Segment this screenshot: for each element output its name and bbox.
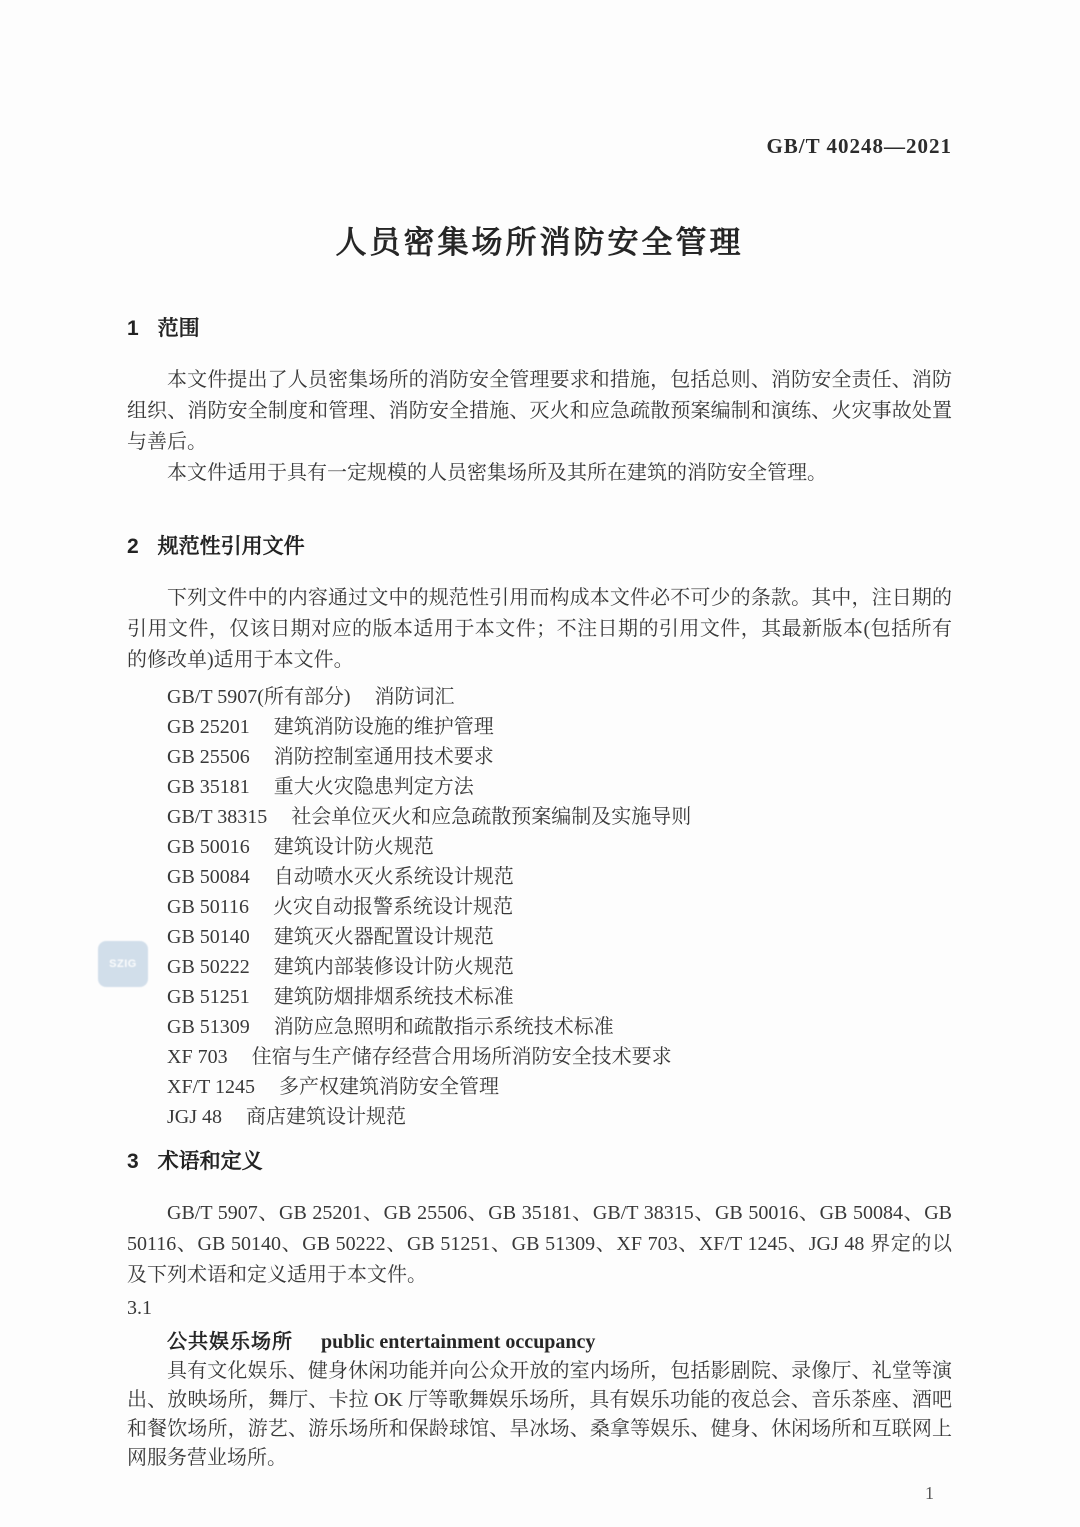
section-heading-references: [127, 533, 952, 561]
reference-title: 消防词汇: [374, 686, 455, 708]
term-entry-number: 3.1: [127, 1297, 152, 1319]
reference-item: [167, 1102, 952, 1132]
term-definition: 具有文化娱乐、健身休闲功能并向公众开放的室内场所，包括影剧院、录像厅、礼堂等演出、放映场所，舞厅、卡拉 OK 厅等歌舞娱乐场所，具有娱乐功能的夜总会、音乐茶座、酒吧和餐饮场所，游艺、游乐场所和保龄球馆、旱冰场、桑拿等娱乐、健身、休闲场所和互联网上网服务营业场所。: [127, 1360, 952, 1469]
reference-item: [167, 1012, 952, 1042]
terms-intro: GB/T 5907、GB 25201、GB 25506、GB 35181、GB/T 38315、GB 50016、GB 50084、GB 50116、GB 50140、GB 50222、GB 51251、GB 51309、XF 703、XF/T 1245、JGJ 48 界定的以及下列术语和定义适用于本文件。: [127, 1202, 952, 1286]
reference-item: [167, 982, 952, 1012]
section-heading-scope: [127, 315, 952, 343]
reference-title: 商店建筑设计规范: [246, 1106, 407, 1128]
reference-title: 住宿与生产储存经营合用场所消防安全技术要求: [251, 1046, 672, 1068]
references-intro: 下列文件中的内容通过文中的规范性引用而构成本文件必不可少的条款。其中，注日期的引用文件，仅该日期对应的版本适用于本文件；不注日期的引用文件，其最新版本(包括所有的修改单)适用于本文件。: [127, 587, 952, 671]
reference-code: GB 50084: [167, 866, 250, 888]
reference-item: [167, 832, 952, 862]
reference-title: 重大火灾隐患判定方法: [273, 776, 474, 798]
reference-title: 建筑防烟排烟系统技术标准: [273, 986, 514, 1008]
reference-title: 建筑设计防火规范: [273, 836, 434, 858]
reference-item: [167, 742, 952, 772]
reference-item: [167, 952, 952, 982]
reference-code: GB 50116: [167, 896, 250, 918]
reference-item: [167, 922, 952, 952]
reference-code: GB 35181: [167, 776, 250, 798]
reference-title: 多产权建筑消防安全管理: [278, 1076, 499, 1098]
reference-code: XF/T 1245: [167, 1076, 255, 1098]
reference-item: [167, 772, 952, 802]
reference-title: 自动喷水灭火系统设计规范: [273, 866, 514, 888]
reference-item: [167, 892, 952, 922]
reference-title: 消防控制室通用技术要求: [273, 746, 494, 768]
document-title: 人员密集场所消防安全管理: [335, 225, 744, 260]
scope-paragraph-2: 本文件适用于具有一定规模的人员密集场所及其所在建筑的消防安全管理。: [167, 462, 827, 484]
reference-code: GB/T 5907(所有部分): [167, 686, 351, 708]
section-number: 3: [127, 1150, 139, 1173]
reference-title: 建筑内部装修设计防火规范: [273, 956, 514, 978]
standard-number: GB/T 40248—2021: [766, 134, 952, 158]
reference-title: 建筑灭火器配置设计规范: [273, 926, 494, 948]
reference-title: 社会单位灭火和应急疏散预案编制及实施导则: [291, 806, 692, 828]
reference-list: [127, 682, 952, 1132]
reference-code: GB 50140: [167, 926, 250, 948]
reference-code: GB 51309: [167, 1016, 250, 1038]
reference-item: [167, 682, 952, 712]
reference-code: JGJ 48: [167, 1106, 223, 1128]
reference-code: GB 51251: [167, 986, 250, 1008]
term-entry-title: [127, 1327, 952, 1357]
term-en: public entertainment occupancy: [321, 1331, 596, 1353]
reference-item: [167, 712, 952, 742]
reference-code: GB 50016: [167, 836, 250, 858]
reference-title: 火灾自动报警系统设计规范: [273, 896, 514, 918]
reference-title: 建筑消防设施的维护管理: [273, 716, 494, 738]
section-title: 范围: [157, 317, 200, 340]
page-content: [127, 133, 952, 1504]
section-number: 1: [127, 317, 139, 340]
reference-item: [167, 862, 952, 892]
scope-paragraph-1: 本文件提出了人员密集场所的消防安全管理要求和措施，包括总则、消防安全责任、消防组织、消防安全制度和管理、消防安全措施、灭火和应急疏散预案编制和演练、火灾事故处置与善后。: [127, 369, 952, 453]
reference-item: [167, 1042, 952, 1072]
section-title: 术语和定义: [157, 1150, 263, 1173]
section-number: 2: [127, 535, 139, 558]
reference-code: GB 50222: [167, 956, 250, 978]
section-heading-terms: [127, 1148, 952, 1176]
page-number: 1: [925, 1483, 934, 1503]
reference-item: [167, 1072, 952, 1102]
reference-title: 消防应急照明和疏散指示系统技术标准: [273, 1016, 614, 1038]
reference-item: [167, 802, 952, 832]
watermark-text: SZIG: [109, 958, 137, 970]
reference-code: GB 25506: [167, 746, 250, 768]
reference-code: XF 703: [167, 1046, 228, 1068]
reference-code: GB 25201: [167, 716, 250, 738]
term-zh: 公共娱乐场所: [167, 1331, 293, 1353]
reference-code: GB/T 38315: [167, 806, 268, 828]
section-title: 规范性引用文件: [157, 535, 305, 558]
